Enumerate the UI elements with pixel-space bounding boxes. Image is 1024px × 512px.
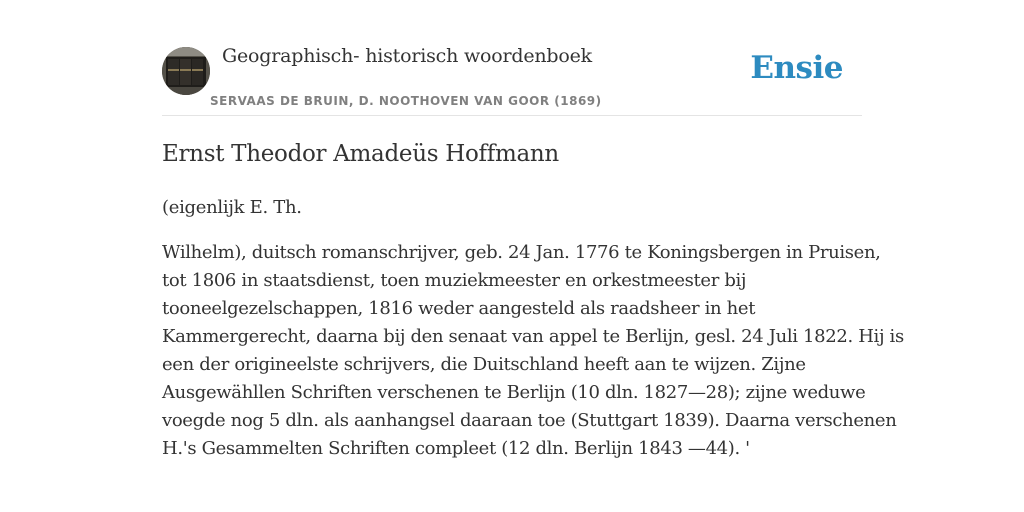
book-author: SERVAAS DE BRUIN, D. NOOTHOVEN VAN GOOR (1869) (210, 94, 602, 108)
body-line: tooneelgezelschappen, 1816 weder aangesteld als raadsheer in het (162, 298, 756, 319)
entry-title: Ernst Theodor Amadeüs Hoffmann (162, 141, 559, 167)
book-cover-icon[interactable] (162, 47, 210, 95)
page-content (162, 0, 904, 512)
entry-paragraph-body (162, 239, 904, 463)
body-line: Kammergerecht, daarna bij den senaat van appel te Berlijn, gesl. 24 Juli 1822. Hij is (162, 326, 904, 347)
entry-paragraph-intro: (eigenlijk E. Th. (162, 197, 302, 218)
body-line: een der origineelste schrijvers, die Duitschland heeft aan te wijzen. Zijne (162, 354, 806, 375)
body-line: tot 1806 in staatsdienst, toen muziekmeester en orkestmeester bij (162, 270, 747, 291)
book-header (162, 0, 862, 116)
body-line: H.'s Gesammelten Schriften compleet (12 dln. Berlijn 1843 —44). ' (162, 438, 750, 459)
book-cover-image (162, 47, 210, 95)
ensie-logo[interactable]: Ensie (750, 50, 843, 86)
body-line: Wilhelm), duitsch romanschrijver, geb. 24 Jan. 1776 te Koningsbergen in Pruisen, (162, 242, 881, 263)
body-line: Ausgewähllen Schriften verschenen te Berlijn (10 dln. 1827—28); zijne weduwe (162, 382, 866, 403)
book-title[interactable]: Geographisch- historisch woordenboek (222, 45, 592, 67)
body-line: voegde nog 5 dln. als aanhangsel daaraan toe (Stuttgart 1839). Daarna verschenen (162, 410, 897, 431)
